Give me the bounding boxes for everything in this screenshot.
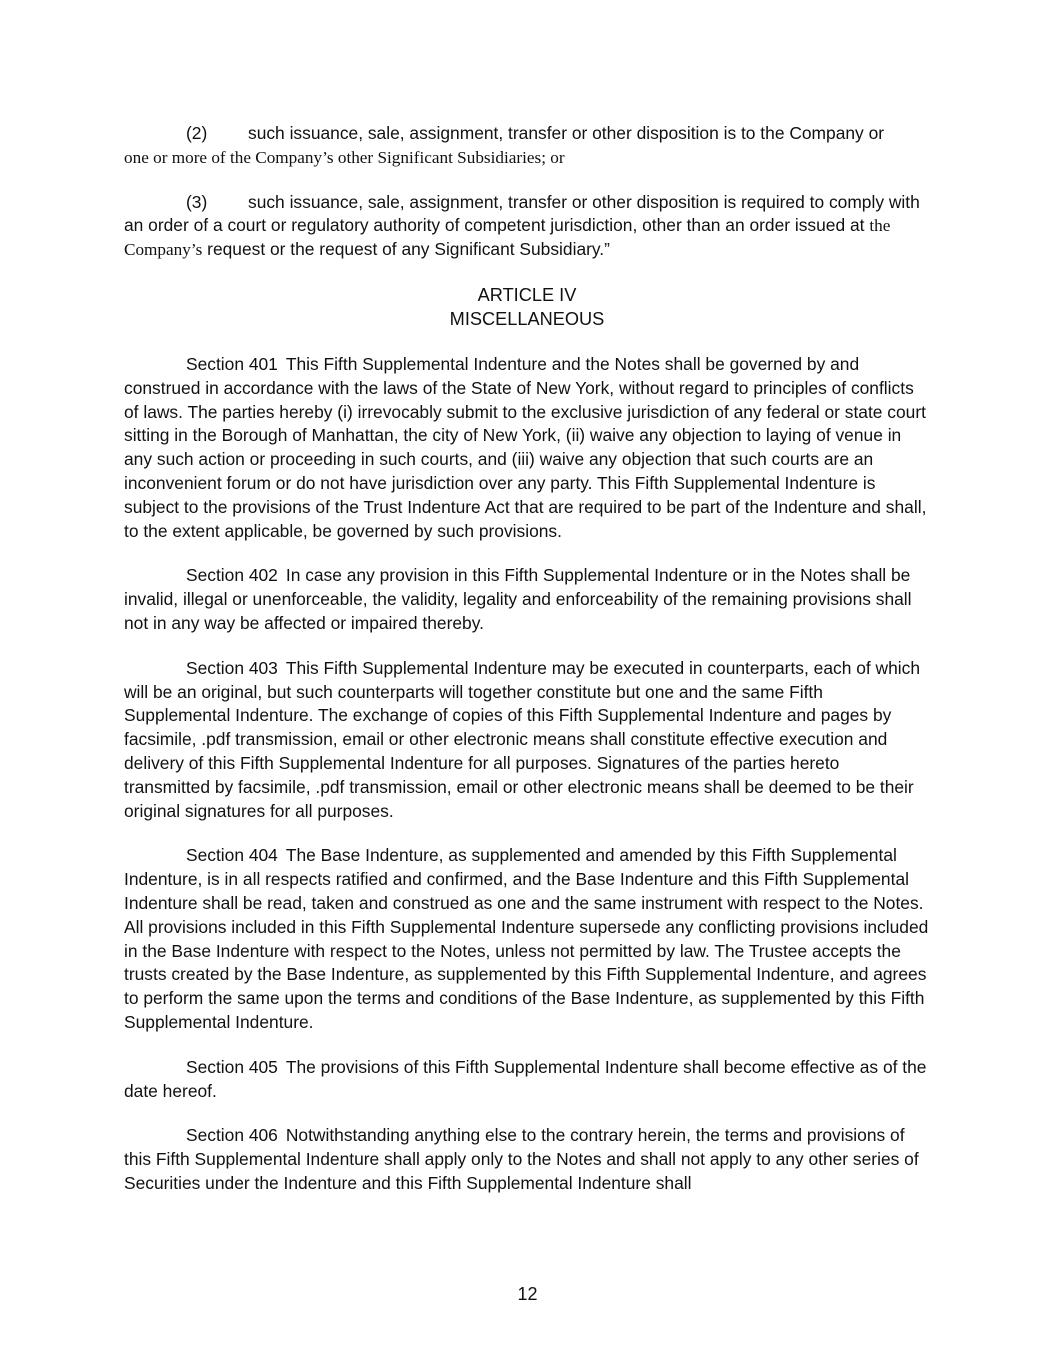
section-number: Section 405 — [186, 1056, 278, 1077]
list-item-text-end: request or the request of any Significant Subsidiary.” — [207, 239, 610, 260]
section-number: Section 402 — [186, 565, 278, 586]
section-401 — [124, 353, 930, 543]
list-item-2 — [124, 122, 930, 170]
article-number: ARTICLE IV — [477, 284, 577, 305]
section-text: The Base Indenture, as supplemented and amended by this Fifth Supplemental Indenture, is in all respects ratified and confirmed, and the Base Indenture and this Fifth Supplemental Indenture shall be read, taken and construed as one and the same instrument with respect to the Notes. All provisions included in this Fifth Supplemental Indenture supersede any conflicting provisions included in the Base Indenture with respect to the Notes, unless not permitted by law. The Trustee accepts the trusts created by the Base Indenture, as supplemented by this Fifth Supplemental Indenture, and agrees to perform the same upon the terms and conditions of the Base Indenture, as supplemented by this Fifth Supplemental Indenture. — [124, 845, 929, 1032]
section-402 — [124, 564, 930, 635]
article-heading — [124, 283, 930, 331]
list-item-3 — [124, 191, 930, 262]
section-number: Section 401 — [186, 353, 278, 374]
section-number: Section 403 — [186, 657, 278, 678]
section-text: In case any provision in this Fifth Supplemental Indenture or in the Notes shall be invalid, illegal or unenforceable, the validity, legality and enforceability of the remaining provisions shall not in any way be affected or impaired thereby. — [124, 565, 912, 633]
section-text: Notwithstanding anything else to the contrary herein, the terms and provisions of this Fifth Supplemental Indenture shall apply only to the Notes and shall not apply to any other series of Securities under the Indenture and this Fifth Supplemental Indenture shall — [124, 1125, 919, 1193]
document-body — [124, 122, 930, 1217]
section-text: This Fifth Supplemental Indenture and the Notes shall be governed by and construed in accordance with the laws of the State of New York, without regard to principles of conflicts of laws. The parties hereby (i) irrevocably submit to the exclusive jurisdiction of any federal or state court sitting in the Borough of Manhattan, the city of New York, (ii) waive any objection to laying of venue in any such action or proceeding in such courts, and (iii) waive any objection that such courts are an inconvenient forum or do not have jurisdiction over any party. This Fifth Supplemental Indenture is subject to the provisions of the Trust Indenture Act that are required to be part of the Indenture and shall, to the extent applicable, be governed by such provisions. — [124, 353, 927, 541]
section-text: The provisions of this Fifth Supplemental Indenture shall become effective as of the date hereof. — [124, 1056, 927, 1101]
page-number: 12 — [517, 1284, 538, 1304]
section-text: This Fifth Supplemental Indenture may be executed in counterparts, each of which will be an original, but such counterparts will together constitute but one and the same Fifth Supplemental Indenture. The exchange of copies of this Fifth Supplemental Indenture and pages by facsimile, .pdf transmission, email or other electronic means shall constitute effective execution and delivery of this Fifth Supplemental Indenture for all purposes. Signatures of the parties hereto transmitted by facsimile, .pdf transmission, email or other electronic means shall be deemed to be their original signatures for all purposes. — [124, 657, 921, 821]
list-item-text-serif: the Company’s — [124, 216, 891, 260]
article-title: MISCELLANEOUS — [449, 308, 605, 329]
section-403 — [124, 657, 930, 824]
list-item-number: (2) — [186, 123, 208, 143]
section-405 — [124, 1056, 930, 1104]
section-406 — [124, 1124, 930, 1195]
section-404 — [124, 844, 930, 1034]
list-item-text-serif: one or more of the Company’s other Significant Subsidiaries; or — [124, 147, 565, 167]
section-number: Section 404 — [186, 845, 278, 866]
section-number: Section 406 — [186, 1125, 278, 1146]
list-item-text: such issuance, sale, assignment, transfer or other disposition is required to comply with an order of a court or regulatory authority of competent jurisdiction, other than an order issued at — [124, 191, 920, 236]
list-item-text: such issuance, sale, assignment, transfer or other disposition is to the Company or — [248, 123, 885, 143]
list-item-number: (3) — [186, 191, 208, 212]
